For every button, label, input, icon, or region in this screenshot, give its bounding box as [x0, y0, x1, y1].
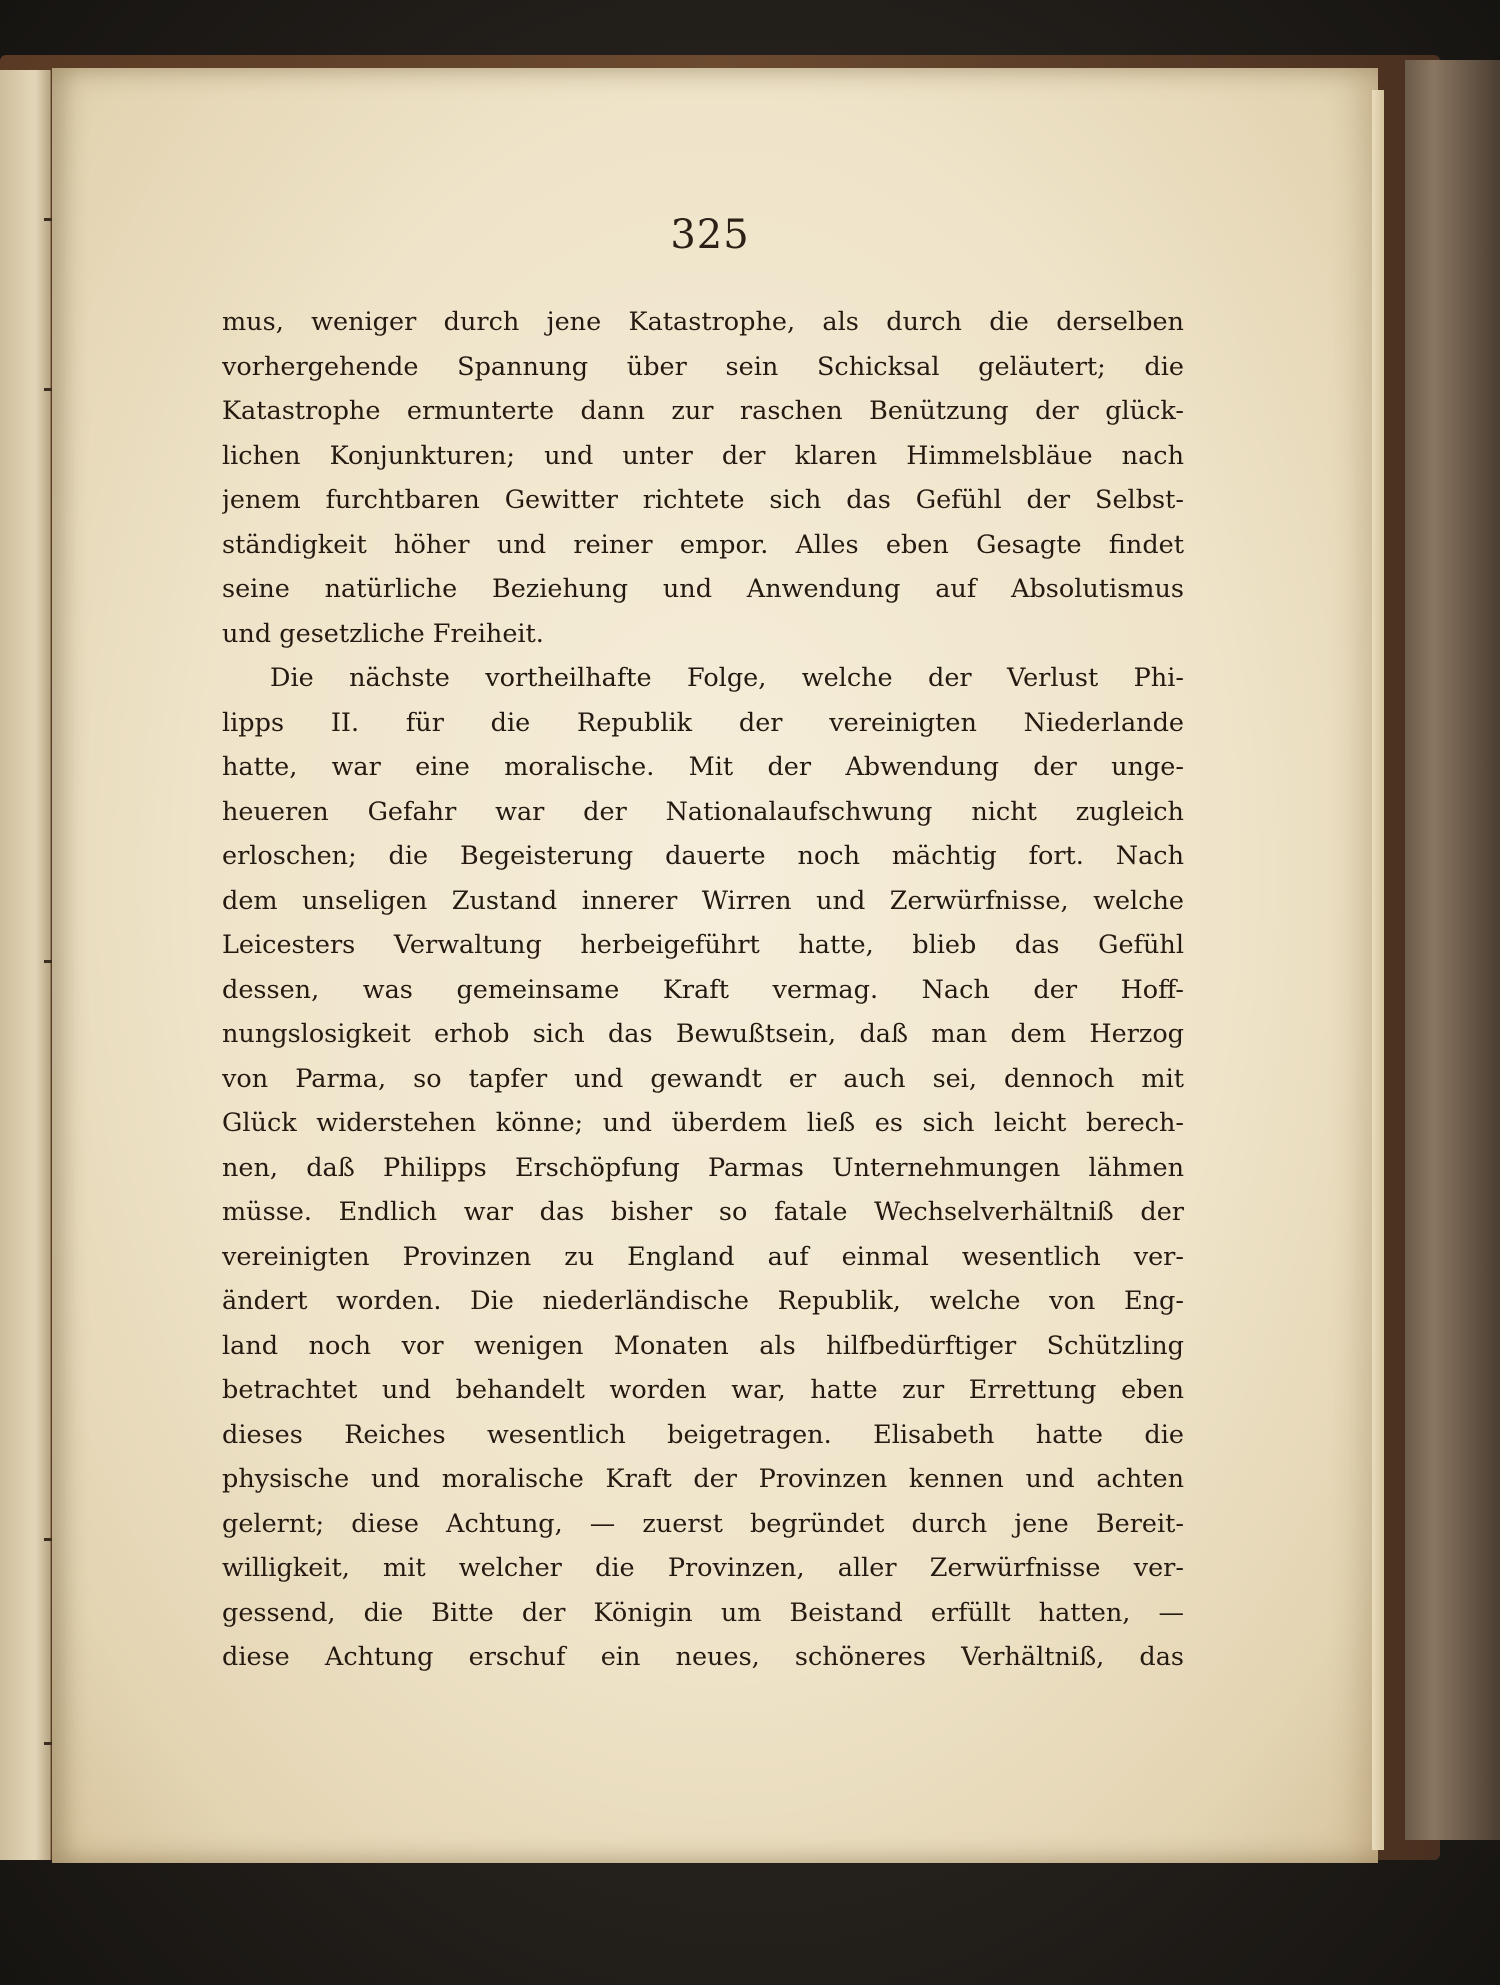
text-line: nungslosigkeit erhob sich das Bewußtsein, daß man dem Herzog: [222, 1019, 1184, 1049]
text-line: müsse. Endlich war das bisher so fatale Wechselverhältniß der: [222, 1197, 1184, 1227]
text-line: lichen Konjunkturen; und unter der klaren Himmelsbläue nach: [222, 440, 1184, 471]
text-line: seine natürliche Beziehung und Anwendung auf Absolutismus: [222, 574, 1184, 604]
page-number: 325: [670, 212, 750, 258]
text-line: gessend, die Bitte der Königin um Beistand erfüllt hatten, —: [222, 1597, 1184, 1628]
text-line: dessen, was gemeinsame Kraft vermag. Nach der Hoff-: [222, 974, 1184, 1005]
text-line: willigkeit, mit welcher die Provinzen, aller Zerwürfnisse ver-: [222, 1553, 1184, 1583]
text-line: ständigkeit höher und reiner empor. Alles eben Gesagte findet: [222, 529, 1184, 560]
text-line: dieses Reiches wesentlich beigetragen. Elisabeth hatte die: [222, 1419, 1184, 1450]
text-line: betrachtet und behandelt worden war, hatte zur Errettung eben: [222, 1375, 1184, 1405]
text-line: vorhergehende Spannung über sein Schicksal geläutert; die: [222, 351, 1184, 382]
book-cover-edge: [1405, 60, 1500, 1840]
text-line: erloschen; die Begeisterung dauerte noch mächtig fort. Nach: [222, 841, 1184, 871]
text-line: Glück widerstehen könne; und überdem ließ es sich leicht berech-: [222, 1108, 1184, 1138]
page-text: [222, 300, 1184, 1680]
text-line: hatte, war eine moralische. Mit der Abwendung der unge-: [222, 752, 1184, 782]
text-line: physische und moralische Kraft der Provinzen kennen und achten: [222, 1464, 1184, 1494]
text-line: lipps II. für die Republik der vereinigten Niederlande: [222, 707, 1184, 738]
text-line: und gesetzliche Freiheit.: [222, 618, 544, 649]
page-edge: [1372, 90, 1384, 1850]
text-line: heueren Gefahr war der Nationalaufschwung nicht zugleich: [222, 796, 1184, 827]
text-line: Leicesters Verwaltung herbeigeführt hatte, blieb das Gefühl: [222, 930, 1184, 960]
text-line: jenem furchtbaren Gewitter richtete sich das Gefühl der Selbst-: [222, 485, 1184, 515]
text-line: von Parma, so tapfer und gewandt er auch sei, dennoch mit: [222, 1063, 1184, 1094]
left-page-edge: [0, 70, 51, 1860]
text-line: ändert worden. Die niederländische Republik, welche von Eng-: [222, 1286, 1184, 1316]
text-line: gelernt; diese Achtung, — zuerst begründet durch jene Bereit-: [222, 1508, 1184, 1539]
text-line: land noch vor wenigen Monaten als hilfbedürftiger Schützling: [222, 1330, 1184, 1361]
text-line: nen, daß Philipps Erschöpfung Parmas Unternehmungen lähmen: [222, 1152, 1184, 1183]
text-line: diese Achtung erschuf ein neues, schöneres Verhältniß, das: [222, 1642, 1184, 1672]
text-line: dem unseligen Zustand innerer Wirren und Zerwürfnisse, welche: [222, 885, 1184, 916]
text-line: vereinigten Provinzen zu England auf einmal wesentlich ver-: [222, 1241, 1184, 1272]
text-line: Katastrophe ermunterte dann zur raschen Benützung der glück-: [222, 396, 1184, 426]
text-line: mus, weniger durch jene Katastrophe, als durch die derselben: [222, 307, 1184, 337]
text-line: Die nächste vortheilhafte Folge, welche der Verlust Phi-: [270, 663, 1184, 693]
